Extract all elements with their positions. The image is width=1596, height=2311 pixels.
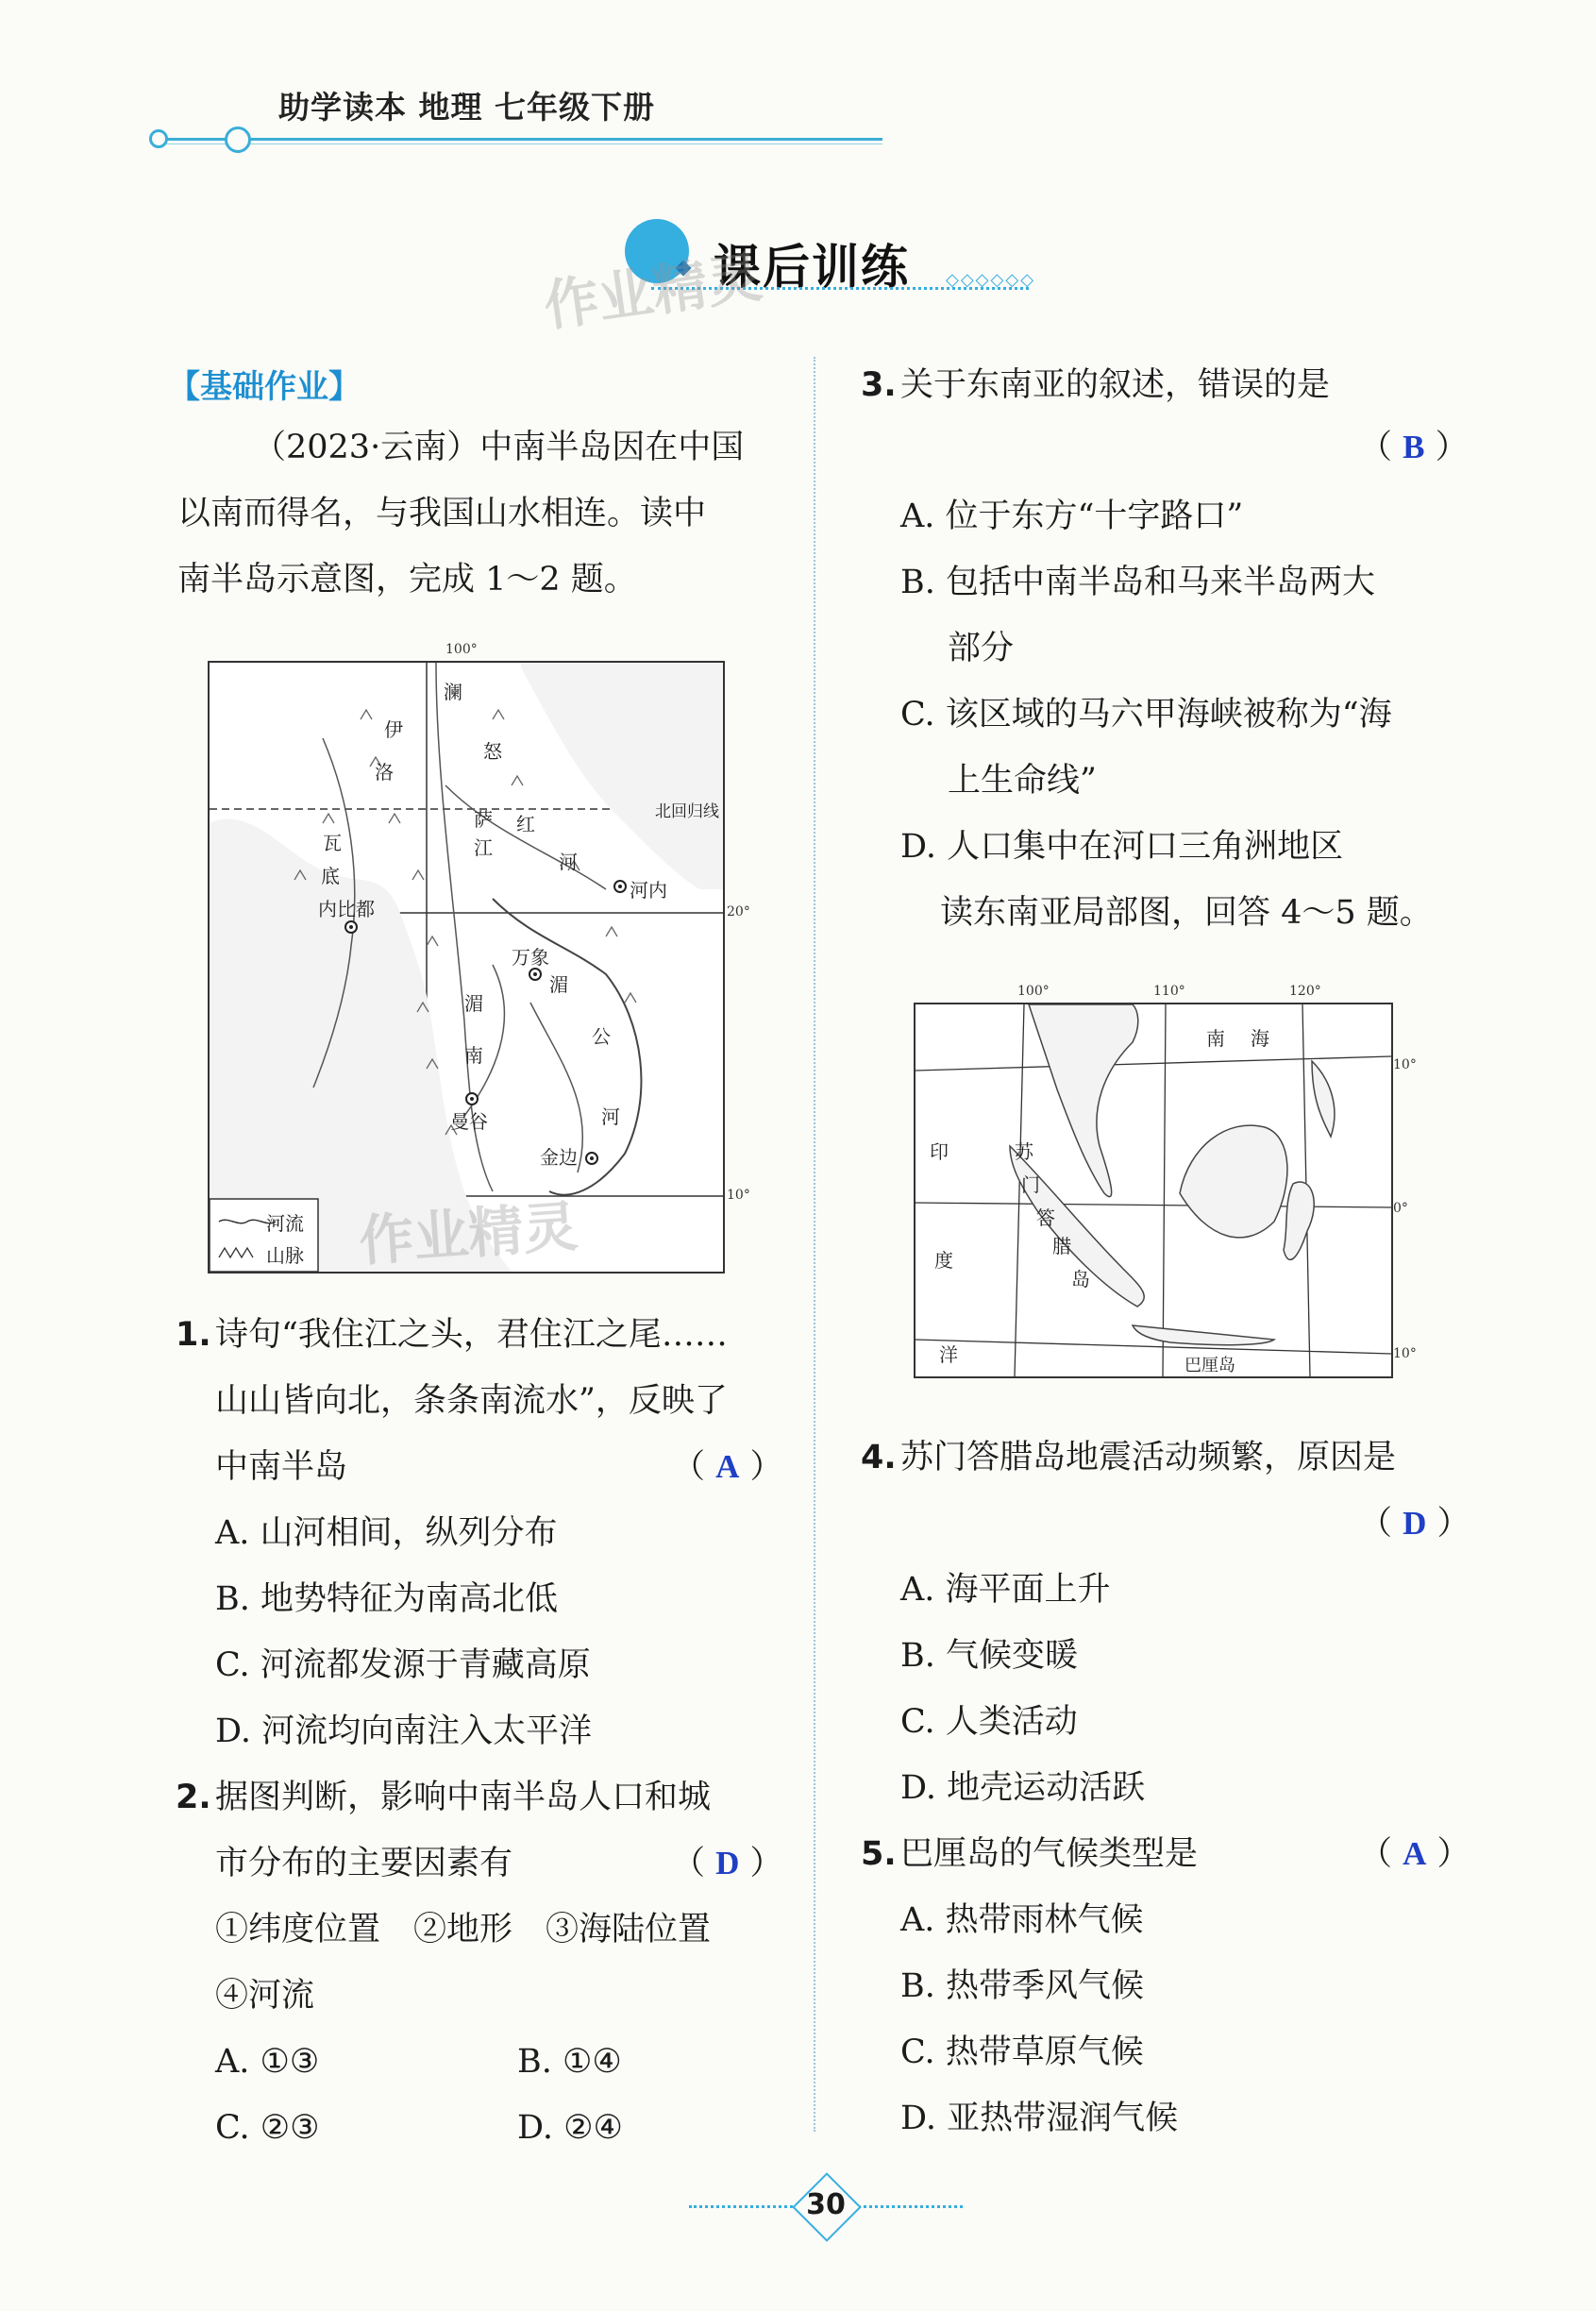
river-char-sal: 萨	[474, 808, 493, 831]
river-char-luo: 洛	[375, 761, 394, 784]
header-rule-thin	[156, 143, 882, 144]
map2-yang: 洋	[939, 1343, 958, 1366]
map2-su: 苏	[1015, 1140, 1033, 1163]
q2-option-a: A. ①③	[215, 2043, 320, 2081]
header-dot-large	[225, 127, 251, 153]
q5-option-a: A. 热带雨林气候	[900, 1901, 1144, 1939]
hanoi-label: 河内	[630, 879, 667, 902]
q1-number: 1.	[176, 1316, 211, 1354]
page-number: 30	[806, 2188, 846, 2221]
map2-dao: 岛	[1071, 1268, 1090, 1290]
q4-option-c: C. 人类活动	[900, 1703, 1078, 1741]
q4-answer: D	[1403, 1505, 1427, 1542]
q3-option-d: D. 人口集中在河口三角洲地区	[900, 828, 1344, 866]
q1-line-2: 山山皆向北，条条南流水”，反映了	[215, 1382, 728, 1420]
q1-option-a: A. 山河相间，纵列分布	[215, 1514, 558, 1552]
q5-option-d: D. 亚热带湿润气候	[900, 2100, 1179, 2137]
map2-du: 度	[934, 1249, 953, 1272]
river-legend-label: 河流	[266, 1212, 304, 1235]
q1-option-d: D. 河流均向南注入太平洋	[215, 1712, 593, 1750]
section-tag: 【基础作业】	[168, 368, 361, 406]
q2-items: ①纬度位置 ②地形 ③海陆位置	[215, 1911, 712, 1948]
header-rule	[156, 138, 882, 141]
book-title: 助学读本 地理 七年级下册	[278, 89, 655, 126]
map2-la: 腊	[1052, 1235, 1071, 1257]
map2-lat10s: 10°	[1393, 1346, 1417, 1361]
q2-answer: D	[715, 1845, 740, 1881]
q5-answer: A	[1403, 1835, 1427, 1872]
q3-answer: B	[1403, 429, 1425, 465]
q2-line-1: 据图判断，影响中南半岛人口和城	[215, 1779, 712, 1816]
map1-lat10: 10°	[727, 1188, 750, 1203]
q4-option-a: A. 海平面上升	[900, 1571, 1111, 1609]
river-char-lancang: 澜	[444, 681, 462, 703]
q1-option-c: C. 河流都发源于青藏高原	[215, 1646, 591, 1684]
river-char-di: 底	[321, 865, 340, 887]
q2-line-2: 市分布的主要因素有	[215, 1845, 513, 1882]
river-char-gong: 公	[592, 1025, 611, 1048]
map2-sea-char-1: 南	[1206, 1027, 1225, 1050]
q3-answer-bracket: （ B ）	[1359, 429, 1469, 466]
q3-option-c: C. 该区域的马六甲海峡被称为“海	[900, 696, 1392, 734]
q3-option-a: A. 位于东方“十字路口”	[900, 498, 1244, 535]
river-char-meinan1: 湄	[464, 992, 483, 1015]
section-title: 课后训练	[714, 240, 910, 295]
q4-option-d: D. 地壳运动活跃	[900, 1769, 1146, 1807]
q5-answer-bracket: （ A ）	[1359, 1835, 1470, 1873]
q5-number: 5.	[861, 1835, 897, 1873]
q5-line: 巴厘岛的气候类型是	[900, 1835, 1199, 1873]
q3-number: 3.	[861, 366, 897, 404]
q4-option-b: B. 气候变暖	[900, 1637, 1078, 1675]
column-divider	[814, 357, 815, 2132]
naypyidaw-label: 内比都	[318, 898, 375, 920]
watermark-top: 作业精灵	[540, 245, 766, 339]
q3-option-b: B. 包括中南半岛和马来半岛两大	[900, 564, 1375, 601]
q3-option-b-cont: 部分	[948, 630, 1015, 667]
q4-number: 4.	[861, 1439, 897, 1476]
q4-line: 苏门答腊岛地震活动频繁，原因是	[900, 1439, 1397, 1476]
q2-answer-bracket: （ D ）	[672, 1845, 783, 1882]
title-dots-decoration: ◇◇◇◇◇◇	[946, 270, 1036, 290]
bangkok-label: 曼谷	[450, 1110, 488, 1133]
q2-option-c: C. ②③	[215, 2109, 320, 2147]
q1-answer: A	[715, 1448, 740, 1485]
intro-line-3: 南半岛示意图，完成 1～2 题。	[177, 561, 637, 599]
map2-da: 答	[1036, 1206, 1055, 1229]
read-instruction-2: 读东南亚局部图，回答 4～5 题。	[940, 894, 1433, 932]
vientiane-label: 万象	[512, 946, 549, 969]
map1-lon100: 100°	[445, 642, 478, 657]
q3-line: 关于东南亚的叙述，错误的是	[900, 366, 1331, 404]
map2-yin: 印	[930, 1140, 949, 1163]
river-char-wa: 瓦	[323, 832, 342, 854]
river-char-he1: 河	[559, 851, 578, 873]
river-char-nu: 怒	[483, 740, 502, 763]
q1-answer-bracket: （ A ）	[672, 1448, 783, 1486]
map2-bali: 巴厘岛	[1184, 1356, 1235, 1375]
map2-lon100: 100°	[1017, 984, 1050, 999]
q2-items-2: ④河流	[215, 1977, 315, 2015]
southeast-asia-map	[914, 1003, 1393, 1378]
river-char-nan: 南	[464, 1044, 483, 1067]
q1-option-b: B. 地势特征为南高北低	[215, 1580, 558, 1618]
map2-lat0: 0°	[1393, 1201, 1408, 1216]
map2-men: 门	[1021, 1173, 1040, 1196]
river-char-he2: 河	[601, 1105, 620, 1128]
map2-lat10n: 10°	[1393, 1057, 1417, 1072]
q5-option-c: C. 热带草原气候	[900, 2033, 1144, 2071]
map2-lon110: 110°	[1153, 984, 1185, 999]
q4-answer-bracket: （ D ）	[1359, 1505, 1470, 1543]
river-char-hong: 红	[516, 813, 535, 835]
map2-sea-char-2: 海	[1251, 1027, 1269, 1050]
map1-lat20: 20°	[727, 904, 750, 919]
indochina-map	[208, 661, 725, 1274]
river-char-mei: 湄	[549, 973, 568, 996]
river-char-jiang: 江	[474, 836, 493, 859]
tropic-label: 北回归线	[655, 802, 719, 821]
indochina-map-svg	[210, 663, 723, 1272]
intro-line-2: 以南而得名，与我国山水相连。读中	[177, 495, 707, 532]
river-char-yiluo: 伊	[384, 718, 403, 741]
q2-option-b: B. ①④	[517, 2043, 622, 2081]
southeast-asia-map-svg	[916, 1004, 1391, 1376]
q5-option-b: B. 热带季风气候	[900, 1967, 1144, 2005]
q3-option-c-cont: 上生命线”	[948, 762, 1097, 800]
q1-line-3: 中南半岛	[215, 1448, 348, 1486]
q1-line-1: 诗句“我住江之头，君住江之尾……	[215, 1316, 728, 1354]
map2-lon120: 120°	[1289, 984, 1321, 999]
header-connector	[165, 138, 225, 141]
mountain-legend-label: 山脉	[266, 1244, 304, 1267]
q2-option-d: D. ②④	[517, 2109, 623, 2147]
intro-line-1: （2023·云南）中南半岛因在中国	[253, 429, 745, 466]
phnompenh-label: 金边	[540, 1146, 578, 1169]
q2-number: 2.	[176, 1779, 211, 1816]
watermark-map: 作业精灵	[357, 1193, 580, 1274]
